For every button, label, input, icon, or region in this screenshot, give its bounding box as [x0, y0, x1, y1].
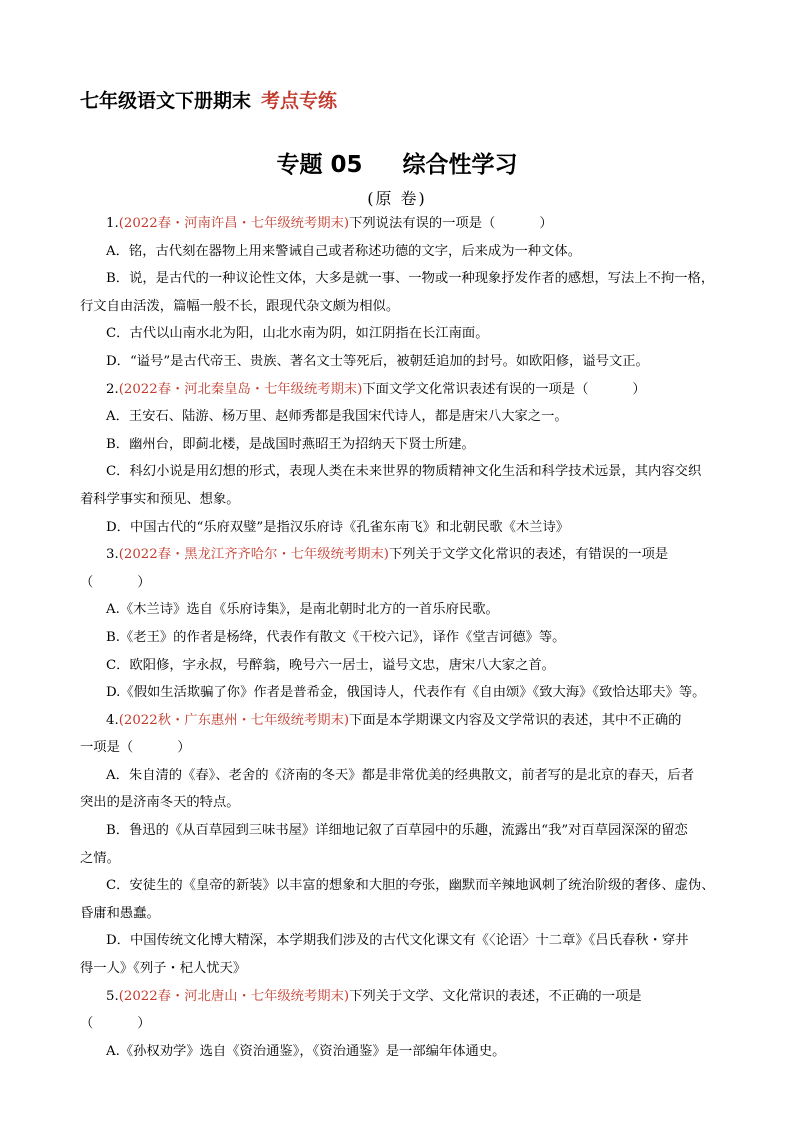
- question-list: [80, 210, 724, 1065]
- option: C．安徒生的《皇帝的新装》以丰富的想象和大胆的夸张，幽默而辛辣地讽刺了统治阶级的奢侈、虚伪、: [106, 878, 715, 894]
- option: A．王安石、陆游、杨万里、赵师秀都是我国宋代诗人，都是唐宋八大家之一。: [106, 409, 568, 425]
- question-stem: 3.(2022春・黑龙江齐齐哈尔・七年级统考期末)下列关于文学文化常识的表述，有错误的一项是: [106, 547, 669, 563]
- option: D．中国传统文化博大精深，本学期我们涉及的古代文化课文有《〈论语〉十二章》《吕氏春秋・穿井: [106, 933, 689, 949]
- question-stem-continued: （ ）: [80, 574, 151, 590]
- option-continued: 之情。: [80, 850, 120, 866]
- question-stem: 1.(2022春・河南许昌・七年级统考期末)下列说法有误的一项是（ ）: [106, 216, 553, 231]
- option: A．朱自清的《春》、老舍的《济南的冬天》都是非常优美的经典散文，前者写的是北京的春天，后者: [106, 767, 695, 783]
- page-title: [0, 146, 794, 179]
- option: B．鲁迅的《从百草园到三味书屋》详细地记叙了百草园中的乐趣，流露出“我”对百草园深深的留恋: [106, 823, 688, 839]
- option: A.《木兰诗》选自《乐府诗集》，是南北朝时北方的一首乐府民歌。: [106, 602, 499, 618]
- option: D.《假如生活欺骗了你》作者是普希金，俄国诗人，代表作有《自由颂》《致大海》《致恰达耶夫》等。: [106, 685, 706, 701]
- question-stem: 4.(2022秋・广东惠州・七年级统考期末)下面是本学期课文内容及文学常识的表述，其中不正确的: [106, 712, 682, 728]
- option: B．说，是古代的一种议论性文体，大多是就一事、一物或一种现象抒发作者的感想，写法上不拘一格，: [106, 271, 715, 287]
- header-left: 七年级语文下册期末: [80, 90, 252, 112]
- page-header: [80, 86, 337, 113]
- question-stem: 2.(2022春・河北秦皇岛・七年级统考期末)下面文学文化常识表述有误的一项是（ ）: [106, 381, 646, 397]
- topic-name: 综合性学习: [402, 152, 518, 178]
- option: A.《孙权劝学》选自《资治通鉴》，《资治通鉴》是一部编年体通史。: [106, 1043, 506, 1059]
- page-subtitle: (原 卷): [367, 189, 427, 208]
- option-continued: 突出的是济南冬天的特点。: [80, 795, 240, 811]
- option: D．“谥号”是古代帝王、贵族、著名文士等死后，被朝廷追加的封号。如欧阳修，谥号文正。: [106, 353, 649, 369]
- option-continued: 得一人》《列子・杞人忧天》: [80, 961, 247, 977]
- option: B.《老王》的作者是杨绛，代表作有散文《干校六记》，译作《堂吉诃德》等。: [106, 629, 566, 645]
- option: B．幽州台，即蓟北楼，是战国时燕昭王为招纳天下贤士所建。: [106, 436, 475, 452]
- topic-number: 专题 05: [276, 152, 363, 178]
- option-continued: 行文自由活泼，篇幅一般不长，跟现代杂文颇为相似。: [80, 298, 400, 314]
- option: C．科幻小说是用幻想的形式，表现人类在未来世界的物质精神文化生活和科学技术远景，其内容交织: [106, 464, 702, 480]
- question-stem-continued: （ ）: [80, 1016, 151, 1032]
- option-continued: 昏庸和愚蠢。: [80, 905, 160, 921]
- option: C．古代以山南水北为阳，山北水南为阴，如江阴指在长江南面。: [106, 326, 489, 342]
- header-right: 考点专练: [261, 90, 338, 112]
- option: A．铭，古代刻在器物上用来警诫自己或者称述功德的文字，后来成为一种文体。: [106, 243, 581, 259]
- question-stem-continued: 一项是（ ）: [80, 740, 191, 756]
- question-stem: 5.(2022春・河北唐山・七年级统考期末)下列关于文学、文化常识的表述，不正确的一项是: [106, 988, 642, 1004]
- option-continued: 着科学事实和预见、想象。: [80, 491, 240, 507]
- option: D．中国古代的“乐府双璧”是指汉乐府诗《孔雀东南飞》和北朝民歌《木兰诗》: [106, 519, 570, 535]
- option: C．欧阳修，字永叔，号醉翁，晚号六一居士，谥号文忠，唐宋八大家之首。: [106, 657, 555, 673]
